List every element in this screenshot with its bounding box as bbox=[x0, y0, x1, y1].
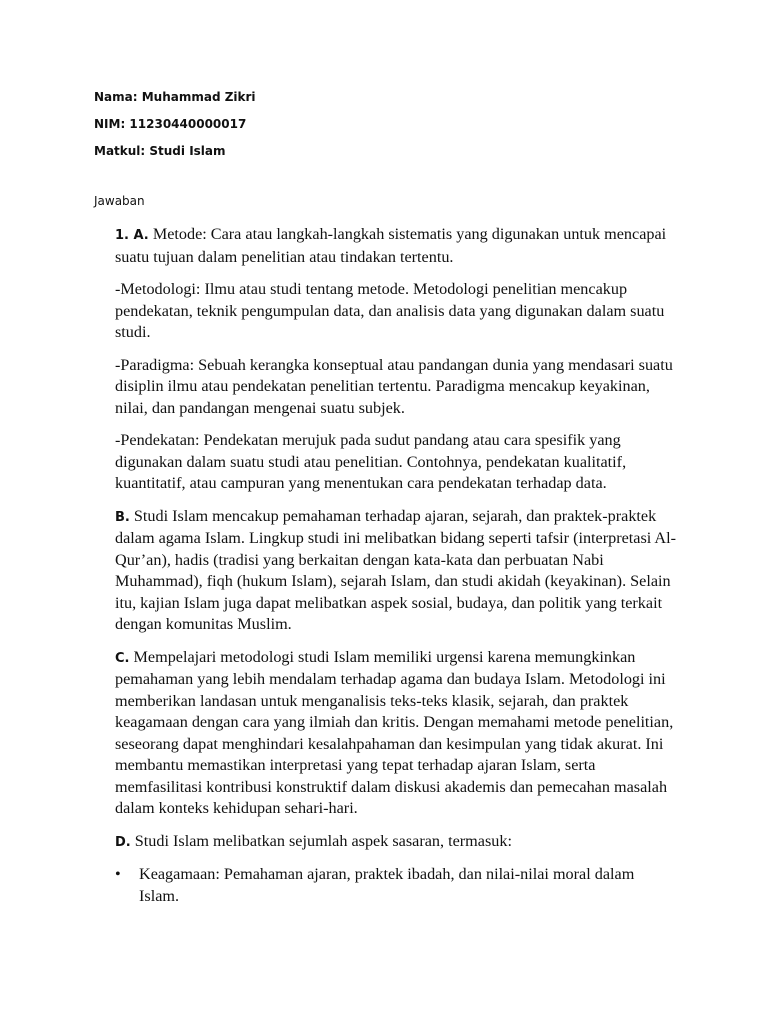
list-item bbox=[115, 864, 677, 907]
answer-d-label: D. bbox=[115, 834, 131, 850]
answer-c bbox=[115, 647, 677, 820]
answer-d bbox=[115, 831, 677, 854]
list-item-text: Keagamaan: Pemahaman ajaran, praktek ibadah, dan nilai-nilai moral dalam Islam. bbox=[139, 865, 635, 905]
answer-c-label: C. bbox=[115, 650, 130, 666]
answer-a-metode-text: Metode: Cara atau langkah-langkah sistematis yang digunakan untuk mencapai suatu tujuan dalam penelitian atau tindakan tertentu. bbox=[115, 225, 667, 266]
answers-heading: Jawaban bbox=[94, 194, 145, 208]
answer-a-label: 1. A. bbox=[115, 228, 149, 243]
answer-a-paradigma: -Paradigma: Sebuah kerangka konseptual atau pandangan dunia yang mendasari suatu disiplin ilmu atau pendekatan penelitian tertentu. Paradigma mencakup keyakinan, nilai, dan pandangan mengenai suatu subjek. bbox=[115, 355, 673, 417]
student-nim: NIM: 11230440000017 bbox=[94, 117, 247, 131]
answer-c-text: Mempelajari metodologi studi Islam memiliki urgensi karena memungkinkan pemahaman yang lebih mendalam terhadap agama dan budaya Islam. Metodologi ini memberikan landasan untuk menganalisis teks-teks klasik, sejarah, dan praktek keagamaan dengan cara yang ilmiah dan kritis. Dengan memahami metode penelitian, seseorang dapat menghindari kesalahpahaman dan kesimpulan yang tidak akurat. Ini membantu memastikan interpretasi yang tepat terhadap ajaran Islam, serta memfasilitasi kontribusi konstruktif dalam diskusi akademis dan pemecahan masalah dalam konteks kehidupan sehari-hari. bbox=[115, 647, 674, 817]
student-header bbox=[94, 86, 256, 167]
answers-body bbox=[115, 224, 677, 907]
aspect-list bbox=[115, 864, 677, 907]
bullet-icon: • bbox=[115, 865, 121, 883]
answer-a-metode bbox=[115, 224, 677, 268]
student-name: Nama: Muhammad Zikri bbox=[94, 90, 256, 104]
answer-a-metodologi: -Metodologi: Ilmu atau studi tentang metode. Metodologi penelitian mencakup pendekatan, teknik pengumpulan data, dan analisis data yang digunakan dalam suatu studi. bbox=[115, 280, 665, 341]
answer-b-label: B. bbox=[115, 509, 130, 525]
answer-b-text: Studi Islam mencakup pemahaman terhadap ajaran, sejarah, dan praktek-praktek dalam agama Islam. Lingkup studi ini melibatkan bidang seperti tafsir (interpretasi Al-Qur’an), hadis (tradisi yang berkaitan dengan kata-kata dan perbuatan Nabi Muhammad), fiqh (hukum Islam), sejarah Islam, dan studi akidah (keyakinan). Selain itu, kajian Islam juga dapat melibatkan aspek sosial, budaya, dan politik yang terkait dengan komunitas Muslim. bbox=[115, 506, 677, 633]
answer-a-pendekatan: -Pendekatan: Pendekatan merujuk pada sudut pandang atau cara spesifik yang digunakan dalam suatu studi atau penelitian. Contohnya, pendekatan kualitatif, kuantitatif, atau campuran yang menentukan cara pendekatan terhadap data. bbox=[115, 431, 627, 492]
answer-b bbox=[115, 506, 677, 636]
answer-d-text: Studi Islam melibatkan sejumlah aspek sasaran, termasuk: bbox=[134, 831, 512, 850]
course-name: Matkul: Studi Islam bbox=[94, 144, 226, 158]
